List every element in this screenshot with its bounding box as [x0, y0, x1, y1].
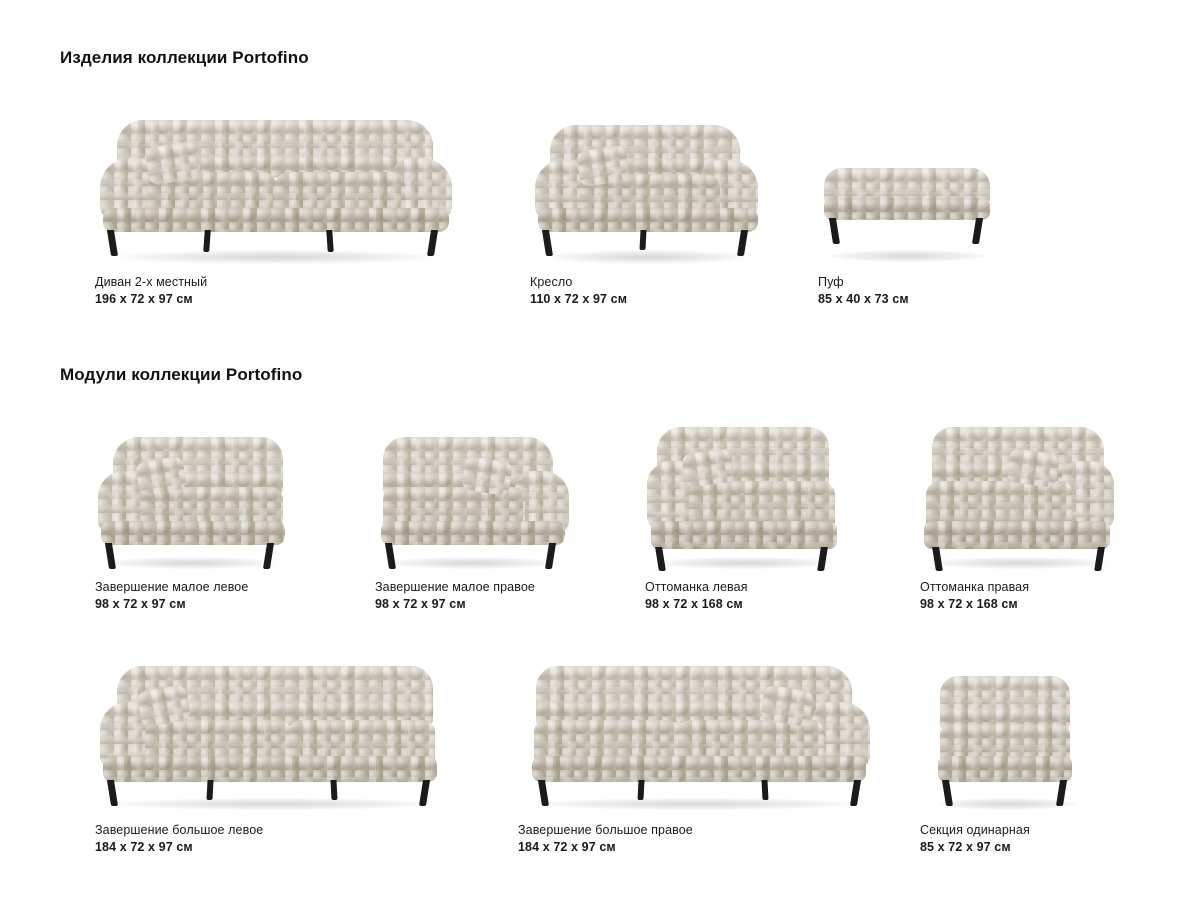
end-small-right-illustration	[375, 415, 575, 565]
module-item-end-small-right	[375, 415, 575, 613]
leg	[639, 230, 646, 250]
item-name: Пуф	[818, 275, 844, 289]
throw-pillow	[461, 456, 513, 496]
ottoman-left-illustration	[645, 415, 845, 565]
module-base	[938, 756, 1072, 782]
module-base	[651, 521, 837, 549]
item-caption	[920, 579, 1120, 613]
item-caption	[518, 822, 878, 856]
item-dims: 98 x 72 x 97 см	[375, 597, 466, 611]
item-caption	[95, 579, 295, 613]
module-base	[381, 521, 565, 545]
armchair-illustration	[530, 110, 770, 260]
item-dims: 85 x 72 x 97 см	[920, 840, 1011, 854]
item-dims: 98 x 72 x 97 см	[95, 597, 186, 611]
item-name: Секция одинарная	[920, 823, 1030, 837]
item-name: Завершение малое левое	[95, 580, 249, 594]
single-section-illustration	[920, 648, 1120, 808]
drop-shadow	[107, 557, 277, 569]
item-caption	[645, 579, 845, 613]
leg	[737, 230, 748, 256]
item-name: Завершение большое левое	[95, 823, 264, 837]
module-item-ottoman-left	[645, 415, 845, 613]
drop-shadow	[930, 557, 1110, 569]
module-item-single-section	[920, 648, 1120, 856]
leg	[330, 780, 337, 800]
item-name: Кресло	[530, 275, 573, 289]
item-dims: 110 x 72 x 97 см	[530, 292, 628, 306]
leg	[542, 230, 553, 256]
leg	[637, 780, 644, 800]
leg	[263, 543, 274, 569]
leg	[829, 218, 840, 244]
item-dims: 98 x 72 x 168 см	[920, 597, 1018, 611]
product-item-pouf	[818, 110, 1018, 308]
leg	[850, 780, 861, 806]
item-dims: 184 x 72 x 97 см	[518, 840, 616, 854]
drop-shadow	[387, 557, 557, 569]
throw-pillow	[1006, 448, 1060, 489]
drop-shadow	[113, 798, 433, 810]
throw-pillow	[144, 140, 201, 186]
module-base	[924, 521, 1110, 549]
leg	[107, 230, 118, 256]
module-item-ottoman-right	[920, 415, 1120, 613]
end-big-right-illustration	[518, 648, 878, 808]
leg	[206, 780, 213, 800]
leg	[203, 230, 211, 252]
sofa-base	[103, 208, 449, 232]
leg	[817, 547, 828, 571]
product-item-armchair	[530, 110, 770, 308]
module-item-end-big-left	[95, 648, 455, 856]
section-products	[60, 48, 1160, 68]
drop-shadow	[655, 557, 835, 569]
module-item-end-small-left	[95, 415, 295, 613]
item-caption	[95, 274, 455, 308]
pouf-base	[824, 198, 990, 220]
throw-pillow	[681, 448, 735, 489]
section-modules	[60, 365, 1160, 385]
item-name: Завершение малое правое	[375, 580, 535, 594]
drop-shadow	[536, 798, 856, 810]
item-caption	[818, 274, 1018, 308]
item-dims: 85 x 40 x 73 см	[818, 292, 909, 306]
leg	[105, 543, 116, 569]
pouf-illustration	[818, 110, 1018, 260]
end-small-left-illustration	[95, 415, 295, 565]
drop-shadow	[548, 250, 748, 264]
leg	[326, 230, 334, 252]
item-caption	[530, 274, 770, 308]
section-title-products: Изделия коллекции Portofino	[60, 48, 309, 67]
item-dims: 184 x 72 x 97 см	[95, 840, 193, 854]
item-dims: 196 x 72 x 97 см	[95, 292, 193, 306]
module-base	[103, 756, 437, 782]
item-name: Оттоманка левая	[645, 580, 748, 594]
ottoman-right-illustration	[920, 415, 1120, 565]
product-item-sofa2	[95, 110, 455, 308]
leg	[655, 547, 666, 571]
leg	[1094, 547, 1105, 571]
leg	[427, 230, 438, 256]
section-title-modules: Модули коллекции Portofino	[60, 365, 303, 384]
item-dims: 98 x 72 x 168 см	[645, 597, 743, 611]
sofa2-illustration	[95, 110, 455, 260]
item-name: Диван 2-х местный	[95, 275, 208, 289]
throw-pillow	[759, 684, 814, 727]
module-base	[101, 521, 285, 545]
leg	[107, 780, 118, 806]
item-name: Оттоманка правая	[920, 580, 1030, 594]
item-name: Завершение большое правое	[518, 823, 693, 837]
leg	[761, 780, 768, 800]
item-caption	[375, 579, 575, 613]
end-big-left-illustration	[95, 648, 455, 808]
leg	[385, 543, 396, 569]
item-caption	[95, 822, 455, 856]
drop-shadow	[828, 250, 988, 262]
item-caption	[920, 822, 1120, 856]
module-base	[532, 756, 866, 782]
drop-shadow	[115, 250, 435, 264]
module-item-end-big-right	[518, 648, 878, 856]
leg	[545, 543, 556, 569]
chair-base	[538, 208, 758, 232]
leg	[972, 218, 983, 244]
